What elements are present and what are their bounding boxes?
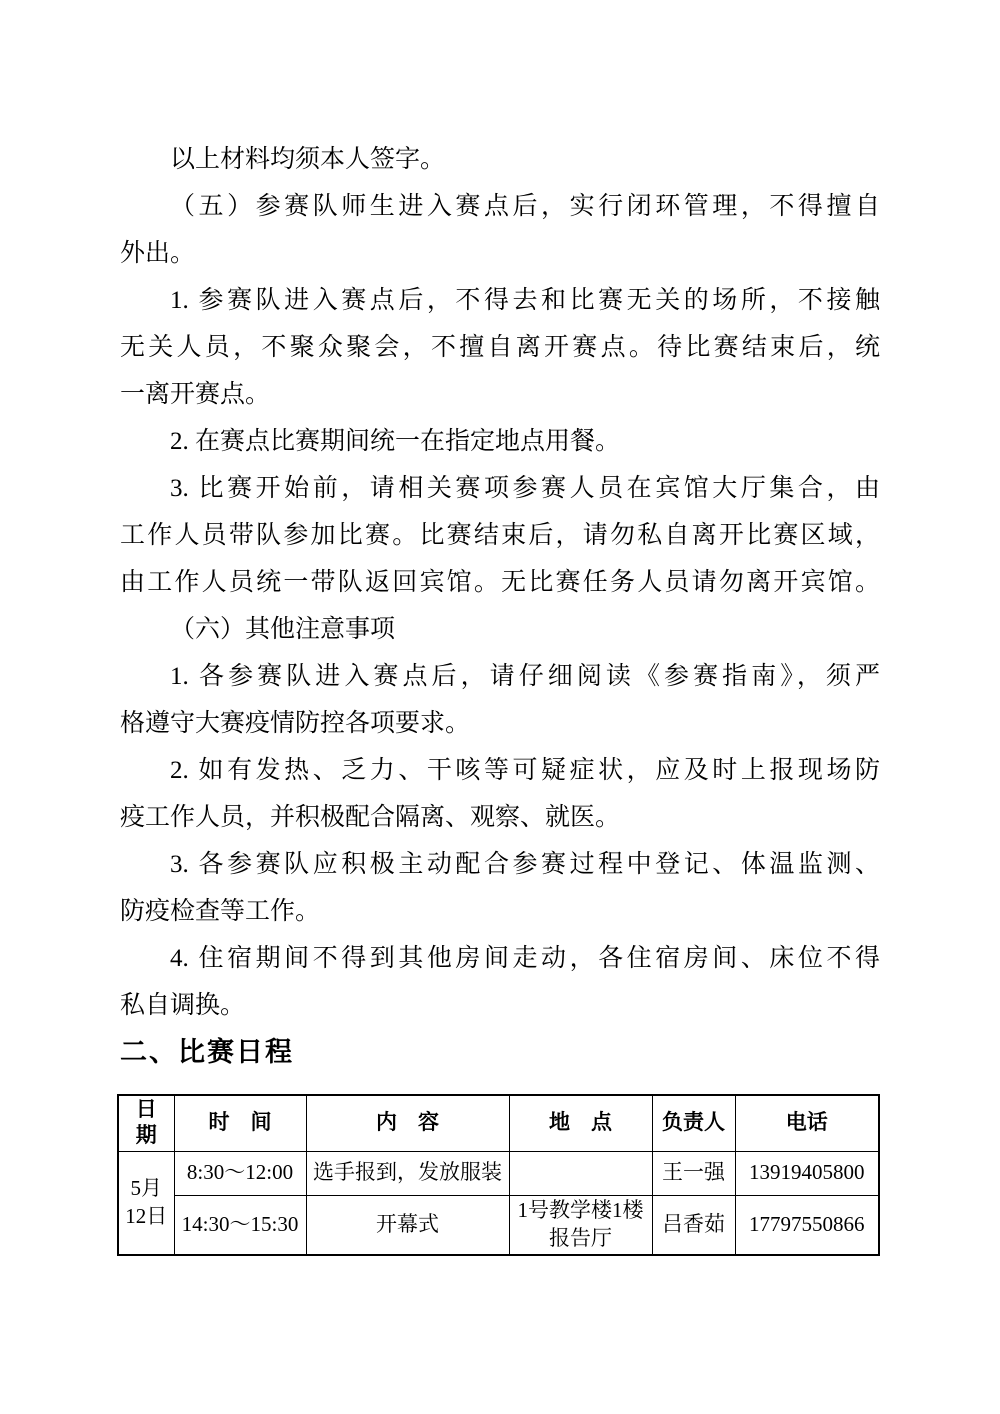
body-text: [120, 136, 880, 1076]
location-line-1: 1号教学楼1楼: [517, 1198, 644, 1223]
schedule-table: [117, 1094, 880, 1256]
text-line: 私自调换。: [120, 992, 246, 1019]
table-row: [118, 1195, 879, 1255]
cell-time: 8:30～12:00: [174, 1151, 306, 1195]
header-cell-content: 内 容: [306, 1095, 509, 1151]
text-line: 2. 如有发热、乏力、干咳等可疑症状，应及时上报现场防: [170, 757, 880, 784]
text-line: 外出。: [120, 240, 196, 267]
cell-person: 吕香茹: [652, 1195, 735, 1255]
header-cell-date: [118, 1095, 174, 1151]
text-line: 防疫检查等工作。: [120, 898, 321, 925]
cell-time: 14:30～15:30: [174, 1195, 306, 1255]
section-heading: 二、比赛日程: [120, 1037, 294, 1067]
text-line: 4. 住宿期间不得到其他房间走动，各住宿房间、床位不得: [170, 945, 880, 972]
header-cell-phone: 电话: [735, 1095, 879, 1151]
text-line: 格遵守大赛疫情防控各项要求。: [120, 710, 471, 737]
cell-location: [509, 1151, 652, 1195]
text-line: 2. 在赛点比赛期间统一在指定地点用餐。: [170, 428, 621, 455]
header-date-label: 日期: [135, 1098, 157, 1148]
text-line: 疫工作人员，并积极配合隔离、观察、就医。: [120, 804, 621, 831]
header-cell-time: 时 间: [174, 1095, 306, 1151]
header-cell-person: 负责人: [652, 1095, 735, 1151]
table-row: [118, 1151, 879, 1195]
text-line: 工作人员带队参加比赛。比赛结束后，请勿私自离开比赛区域，: [120, 522, 880, 549]
cell-content: 选手报到，发放服装: [306, 1151, 509, 1195]
cell-phone: 13919405800: [735, 1151, 879, 1195]
location-line-2: 报告厅: [549, 1225, 612, 1250]
text-line: 无关人员，不聚众聚会，不擅自离开赛点。待比赛结束后，统: [120, 334, 880, 361]
date-line-1: 5月: [130, 1176, 162, 1201]
text-line: （五）参赛队师生进入赛点后，实行闭环管理，不得擅自: [170, 193, 880, 220]
text-line: 一离开赛点。: [120, 381, 271, 408]
text-line: 3. 比赛开始前，请相关赛项参赛人员在宾馆大厅集合，由: [170, 475, 880, 502]
text-line: （六）其他注意事项: [170, 616, 396, 643]
table-header-row: [118, 1095, 879, 1151]
cell-date: [118, 1151, 174, 1255]
text-line: 由工作人员统一带队返回宾馆。无比赛任务人员请勿离开宾馆。: [120, 569, 880, 596]
header-cell-location: 地 点: [509, 1095, 652, 1151]
cell-content: 开幕式: [306, 1195, 509, 1255]
date-line-2: 12日: [125, 1203, 168, 1228]
text-line: 以上材料均须本人签字。: [170, 146, 446, 173]
cell-person: 王一强: [652, 1151, 735, 1195]
text-line: 1. 各参赛队进入赛点后，请仔细阅读《参赛指南》，须严: [170, 663, 880, 690]
cell-location: [509, 1195, 652, 1255]
text-line: 3. 各参赛队应积极主动配合参赛过程中登记、体温监测、: [170, 851, 880, 878]
text-line: 1. 参赛队进入赛点后，不得去和比赛无关的场所，不接触: [170, 287, 880, 314]
cell-phone: 17797550866: [735, 1195, 879, 1255]
